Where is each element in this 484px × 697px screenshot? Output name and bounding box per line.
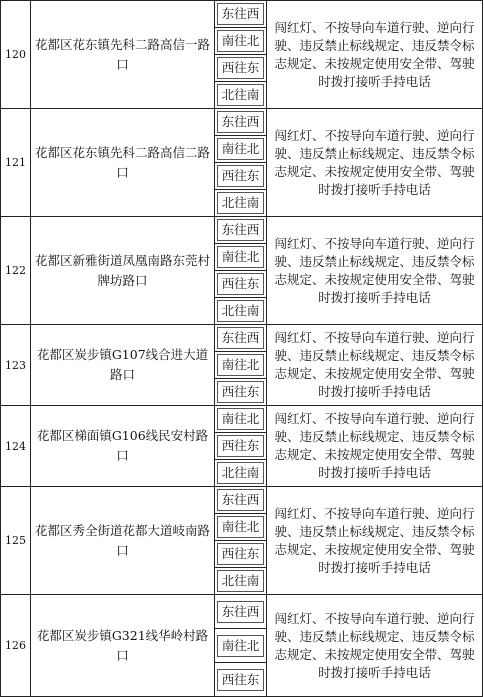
- row-number: 123: [1, 325, 31, 406]
- table-body: [1, 1, 483, 697]
- direction-label: 北往南: [217, 192, 264, 214]
- table-row: [1, 325, 483, 352]
- direction-cell: [215, 514, 267, 541]
- direction-cell: [215, 28, 267, 55]
- location-cell: 花都区花东镇先科二路高信二路口: [31, 109, 215, 217]
- direction-label: 南往北: [217, 408, 264, 430]
- row-number: 120: [1, 1, 31, 109]
- direction-cell: [215, 1, 267, 28]
- direction-cell: [215, 244, 267, 271]
- direction-label: 西往东: [217, 435, 264, 457]
- violations-cell: 闯红灯、不按导向车道行驶、逆向行驶、违反禁止标线规定、违反禁令标志规定、未按规定使用安全带、驾驶时拨打接听手持电话: [267, 1, 483, 109]
- direction-label: 西往东: [217, 543, 264, 565]
- direction-label: 北往南: [217, 84, 264, 106]
- direction-cell: [215, 433, 267, 460]
- direction-cell: [215, 629, 267, 663]
- direction-label: 东往西: [217, 489, 264, 511]
- direction-label: 东往西: [217, 111, 264, 133]
- violations-cell: 闯红灯、不按导向车道行驶、逆向行驶、违反禁止标线规定、违反禁令标志规定、未按规定使用安全带、驾驶时拨打接听手持电话: [267, 217, 483, 325]
- direction-label: 北往南: [217, 462, 264, 484]
- location-cell: 花都区炭步镇G107线合进大道路口: [31, 325, 215, 406]
- direction-cell: [215, 460, 267, 487]
- direction-cell: [215, 163, 267, 190]
- location-cell: 花都区新雅街道凤凰南路东莞村牌坊路口: [31, 217, 215, 325]
- location-cell: 花都区花东镇先科二路高信一路口: [31, 1, 215, 109]
- location-cell: 花都区梯面镇G106线民安村路口: [31, 406, 215, 487]
- direction-cell: [215, 568, 267, 595]
- row-number: 126: [1, 595, 31, 697]
- direction-cell: [215, 406, 267, 433]
- row-number: 124: [1, 406, 31, 487]
- direction-cell: [215, 487, 267, 514]
- violations-cell: 闯红灯、不按导向车道行驶、逆向行驶、违反禁止标线规定、违反禁令标志规定、未按规定使用安全带、驾驶时拨打接听手持电话: [267, 406, 483, 487]
- row-number: 125: [1, 487, 31, 595]
- direction-label: 东往西: [217, 601, 264, 623]
- direction-cell: [215, 109, 267, 136]
- direction-label: 西往东: [217, 669, 264, 691]
- row-number: 121: [1, 109, 31, 217]
- direction-label: 东往西: [217, 3, 264, 25]
- direction-label: 南往北: [217, 354, 264, 376]
- direction-cell: [215, 55, 267, 82]
- direction-label: 南往北: [217, 516, 264, 538]
- table-row: [1, 217, 483, 244]
- direction-cell: [215, 190, 267, 217]
- direction-cell: [215, 663, 267, 697]
- row-number: 122: [1, 217, 31, 325]
- direction-cell: [215, 82, 267, 109]
- direction-label: 西往东: [217, 57, 264, 79]
- direction-cell: [215, 271, 267, 298]
- direction-label: 西往东: [217, 165, 264, 187]
- direction-label: 南往北: [217, 246, 264, 268]
- location-cell: 花都区秀全街道花都大道岐南路口: [31, 487, 215, 595]
- direction-label: 东往西: [217, 327, 264, 349]
- direction-cell: [215, 595, 267, 629]
- direction-cell: [215, 379, 267, 406]
- table-row: [1, 109, 483, 136]
- direction-label: 西往东: [217, 273, 264, 295]
- direction-cell: [215, 298, 267, 325]
- violations-cell: 闯红灯、不按导向车道行驶、逆向行驶、违反禁止标线规定、违反禁令标志规定、未按规定使用安全带、驾驶时拨打接听手持电话: [267, 595, 483, 697]
- direction-label: 南往北: [217, 138, 264, 160]
- direction-cell: [215, 217, 267, 244]
- direction-label: 北往南: [217, 570, 264, 592]
- location-cell: 花都区炭步镇G321线华岭村路口: [31, 595, 215, 697]
- table-row: [1, 406, 483, 433]
- table-row: [1, 595, 483, 629]
- table-row: [1, 487, 483, 514]
- direction-cell: [215, 352, 267, 379]
- direction-label: 东往西: [217, 219, 264, 241]
- table-row: [1, 1, 483, 28]
- direction-label: 南往北: [217, 635, 264, 657]
- direction-cell: [215, 325, 267, 352]
- violations-cell: 闯红灯、不按导向车道行驶、逆向行驶、违反禁止标线规定、违反禁令标志规定、未按规定使用安全带、驾驶时拨打接听手持电话: [267, 325, 483, 406]
- direction-label: 西往东: [217, 381, 264, 403]
- direction-label: 南往北: [217, 30, 264, 52]
- direction-cell: [215, 541, 267, 568]
- direction-cell: [215, 136, 267, 163]
- direction-label: 北往南: [217, 300, 264, 322]
- violations-cell: 闯红灯、不按导向车道行驶、逆向行驶、违反禁止标线规定、违反禁令标志规定、未按规定使用安全带、驾驶时拨打接听手持电话: [267, 109, 483, 217]
- violations-cell: 闯红灯、不按导向车道行驶、逆向行驶、违反禁止标线规定、违反禁令标志规定、未按规定使用安全带、驾驶时拨打接听手持电话: [267, 487, 483, 595]
